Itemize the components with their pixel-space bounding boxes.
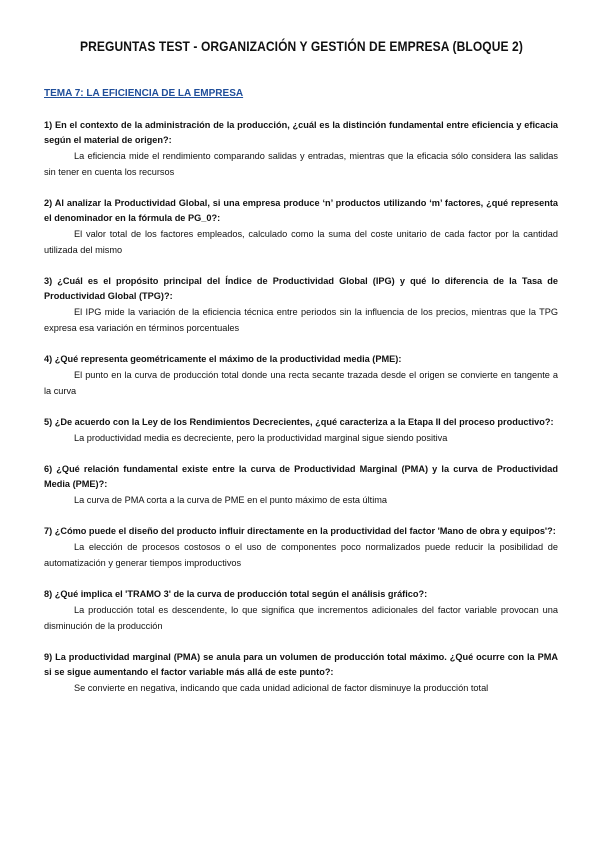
question-block <box>44 196 558 258</box>
question-text: 2) Al analizar la Productividad Global, si una empresa produce ‘n’ productos utilizando ‘m’ factores, ¿qué representa el denominador en la fórmula de PG_0?: <box>44 198 558 223</box>
question-block <box>44 462 558 508</box>
answer-text: El valor total de los factores empleados, calculado como la suma del coste unitario de cada factor por la cantidad utilizada del mismo <box>44 229 558 255</box>
answer-text: La productividad media es decreciente, pero la productividad marginal sigue siendo positiva <box>74 433 448 443</box>
question-text: 9) La productividad marginal (PMA) se anula para un volumen de producción total máximo. ¿Qué ocurre con la PMA si se sigue aumentando el factor variable más allá de este punto?: <box>44 652 558 677</box>
question-text: 1) En el contexto de la administración de la producción, ¿cuál es la distinción fundamental entre eficiencia y eficacia según el material de origen?: <box>44 120 558 145</box>
answer-text: La eficiencia mide el rendimiento comparando salidas y entradas, mientras que la eficacia sólo considera las salidas sin tener en cuenta los recursos <box>44 151 558 177</box>
question-text: 5) ¿De acuerdo con la Ley de los Rendimientos Decrecientes, ¿qué caracteriza a la Etapa II del proceso productivo?: <box>44 417 554 427</box>
topic-heading: TEMA 7: LA EFICIENCIA DE LA EMPRESA <box>44 88 244 99</box>
question-block <box>44 415 558 446</box>
question-block <box>44 352 558 399</box>
question-block <box>44 274 558 336</box>
page-title: PREGUNTAS TEST - ORGANIZACIÓN Y GESTIÓN DE EMPRESA (BLOQUE 2) <box>79 38 523 54</box>
answer-text: El punto en la curva de producción total donde una recta secante trazada desde el origen se convierte en tangente a la curva <box>44 370 558 396</box>
answer-text: El IPG mide la variación de la eficiencia técnica entre periodos sin la influencia de los precios, mientras que la TPG expresa esa variación en términos porcentuales <box>44 307 558 333</box>
question-block <box>44 524 558 571</box>
question-block <box>44 587 558 634</box>
question-text: 4) ¿Qué representa geométricamente el máximo de la productividad media (PME): <box>44 354 402 364</box>
answer-text: Se convierte en negativa, indicando que cada unidad adicional de factor disminuye la producción total <box>74 683 489 693</box>
question-block <box>44 118 558 180</box>
question-text: 6) ¿Qué relación fundamental existe entre la curva de Productividad Marginal (PMA) y la curva de Productividad Media (PME)?: <box>44 464 558 489</box>
answer-text: La producción total es descendente, lo que significa que incrementos adicionales del factor variable provocan una disminución de la producción <box>44 605 558 631</box>
question-block <box>44 650 558 696</box>
answer-text: La curva de PMA corta a la curva de PME en el punto máximo de esta última <box>74 495 388 505</box>
question-text: 7) ¿Cómo puede el diseño del producto influir directamente en la productividad del factor 'Mano de obra y equipos'?: <box>44 526 556 536</box>
question-text: 3) ¿Cuál es el propósito principal del Índice de Productividad Global (IPG) y qué lo diferencia de la Tasa de Productividad Global (TPG)?: <box>44 276 558 301</box>
answer-text: La elección de procesos costosos o el uso de componentes poco normalizados puede reducir la posibilidad de automatización y generar tiempos improductivos <box>44 542 558 568</box>
question-text: 8) ¿Qué implica el 'TRAMO 3' de la curva de producción total según el análisis gráfico?: <box>44 589 428 599</box>
